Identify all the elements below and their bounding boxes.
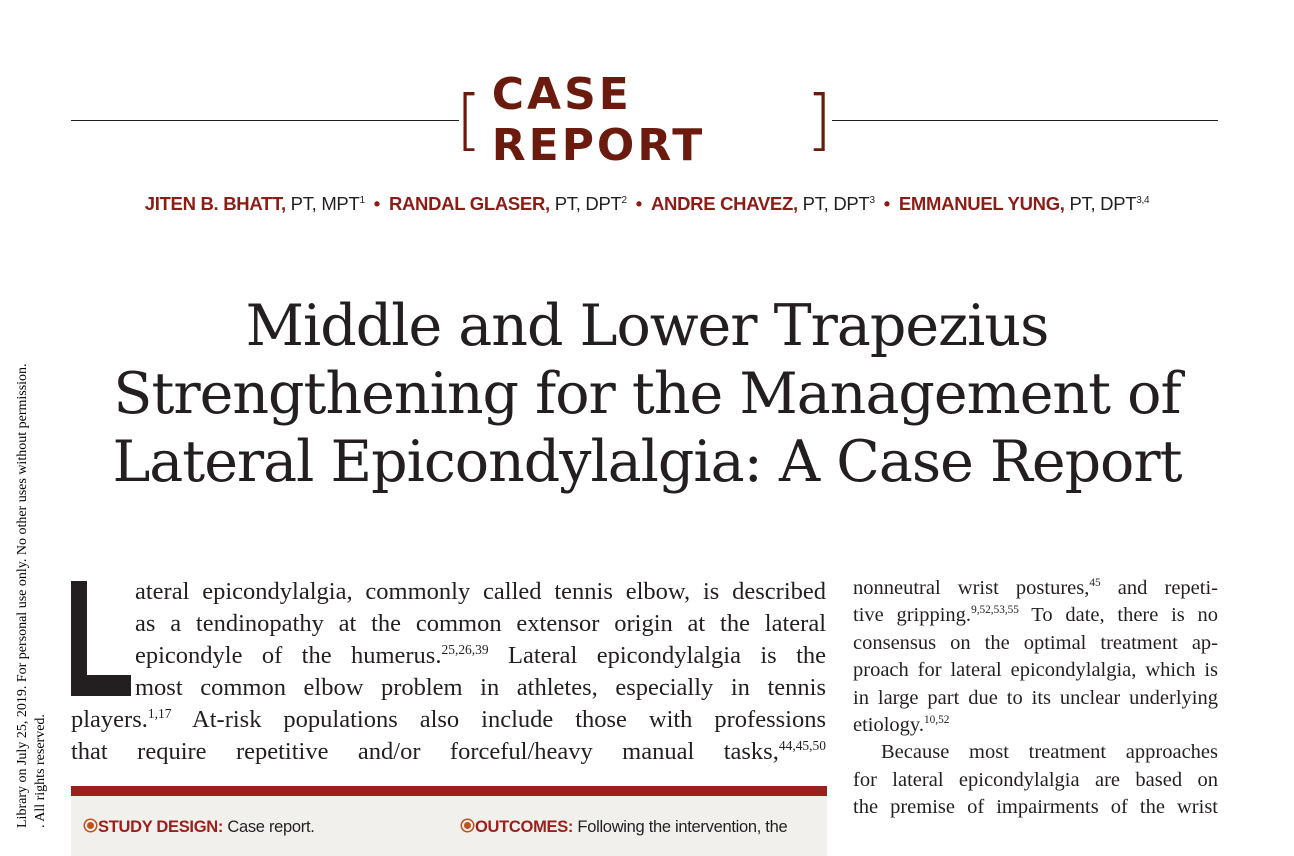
body-line: most common elbow problem in athletes, especially in tennis: [135, 674, 826, 701]
citation-ref: 25,26,39: [441, 641, 489, 657]
section-header: [456, 69, 832, 171]
body-line: ateral epicondylalgia, commonly called tennis elbow, is described: [135, 578, 826, 605]
author-separator: •: [635, 193, 642, 214]
citation-ref: 44,45,50: [778, 737, 826, 753]
body-line: tive gripping.$^{9,52,53,55}$ To date, there is no: [853, 604, 1218, 627]
body-line: etiology.$^{10,52}$: [853, 714, 950, 737]
body-line: as a tendinopathy at the common extensor origin at the lateral: [135, 610, 826, 637]
section-label: CASE REPORT: [491, 69, 706, 171]
bullet-icon: [462, 820, 473, 831]
body-line: in large part due to its unclear underlying: [853, 686, 1218, 709]
title-line: Middle and Lower Trapezius: [245, 293, 1049, 359]
author-separator: •: [373, 193, 380, 214]
abstract-outcomes: OUTCOMES: Following the intervention, the: [462, 818, 787, 837]
body-line: proach for lateral epicondylalgia, which is: [853, 659, 1218, 682]
body-column-left: [71, 576, 826, 768]
bracket-close: ]: [806, 81, 832, 158]
body-line: Because most treatment approaches: [881, 741, 1218, 764]
title-line: Lateral Epicondylalgia: A Case Report: [112, 429, 1182, 495]
body-line: consensus on the optimal treatment ap-: [853, 631, 1218, 654]
body-column-right: [853, 575, 1218, 822]
bullet-icon: [85, 820, 96, 831]
author: ANDRE CHAVEZ, PT, DPT$^3$: [650, 193, 875, 214]
author-separator: •: [883, 193, 890, 214]
author: EMMANUEL YUNG, PT, DPT$^{3,4}$: [898, 193, 1150, 214]
body-line: nonneutral wrist postures,$^{45}$ and repeti-: [853, 577, 1218, 599]
title-line: Strengthening for the Management of: [113, 361, 1181, 427]
header-rule-right: [832, 120, 1218, 121]
bracket-open: [: [456, 81, 482, 158]
copyright-line-1: Library on July 25, 2019. For personal use only. No other uses without permission.: [15, 363, 30, 828]
abstract-box: [71, 786, 827, 856]
header-rule-left: [71, 120, 459, 121]
body-line: the premise of impairments of the wrist: [853, 796, 1218, 819]
author: RANDAL GLASER, PT, DPT$^2$: [388, 193, 627, 214]
copyright-notice: [14, 288, 50, 828]
abstract-study-design: STUDY DESIGN: Case report.: [85, 818, 315, 837]
body-line: players.$^{1,17}$ At-risk populations also include those with professions: [71, 705, 826, 733]
body-line: for lateral epicondylalgia are based on: [853, 768, 1218, 791]
author: JITEN B. BHATT, PT, MPT$^1$: [144, 193, 365, 214]
citation-ref: 45: [1089, 577, 1101, 590]
article-title: [60, 292, 1234, 496]
body-line: epicondyle of the humerus.$^{25,26,39}$ Lateral epicondylalgia is the: [135, 641, 827, 669]
citation-ref: 10,52: [923, 714, 950, 727]
citation-ref: 1,17: [147, 705, 172, 721]
author-list: [60, 193, 1234, 215]
citation-ref: 9,52,53,55: [971, 604, 1019, 617]
body-line: that require repetitive and/or forceful/heavy manual tasks,$^{44,45,50}$: [71, 737, 826, 765]
copyright-line-2: . All rights reserved.: [33, 714, 48, 828]
